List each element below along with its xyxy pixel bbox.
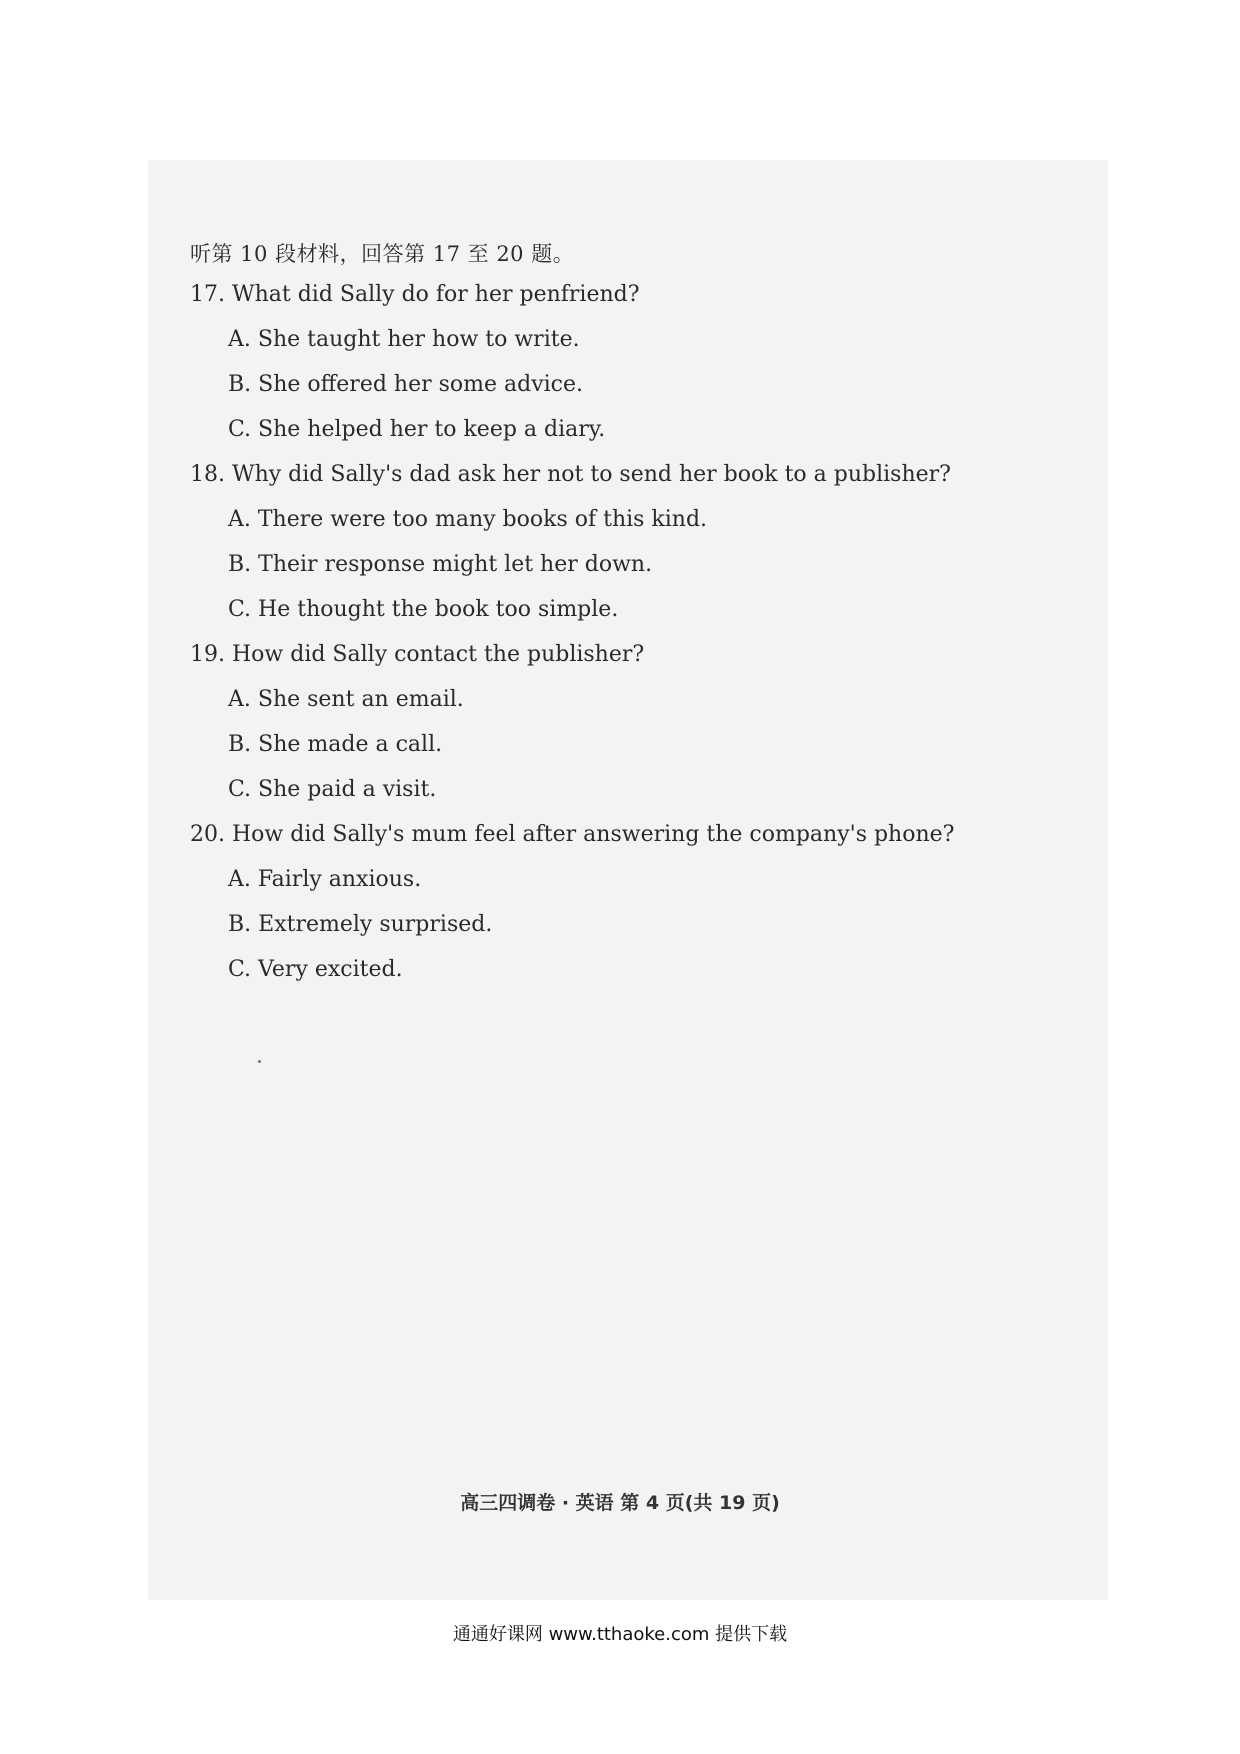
question-18-option-b: B. Their response might let her down. — [228, 552, 653, 577]
question-17-option-c: C. She helped her to keep a diary. — [228, 417, 606, 442]
question-18-option-c: C. He thought the book too simple. — [228, 597, 619, 622]
question-20-option-c: C. Very excited. — [228, 957, 403, 982]
question-19: 19. How did Sally contact the publisher? — [190, 642, 645, 667]
question-20: 20. How did Sally's mum feel after answering the company's phone? — [190, 822, 955, 847]
question-18: 18. Why did Sally's dad ask her not to send her book to a publisher? — [190, 462, 951, 487]
question-17: 17. What did Sally do for her penfriend? — [190, 282, 640, 307]
question-19-option-a: A. She sent an email. — [228, 687, 464, 712]
site-credit: 通通好课网 www.tthaoke.com 提供下载 — [452, 1624, 788, 1645]
scan-speck — [258, 1060, 261, 1063]
question-17-option-b: B. She offered her some advice. — [228, 372, 584, 397]
page-footer: 高三四调卷 · 英语 第 4 页(共 19 页) — [460, 1492, 780, 1514]
question-17-option-a: A. She taught her how to write. — [228, 327, 580, 352]
question-19-option-b: B. She made a call. — [228, 732, 443, 757]
section-heading: 听第 10 段材料，回答第 17 至 20 题。 — [190, 242, 575, 266]
question-18-option-a: A. There were too many books of this kind. — [228, 507, 708, 532]
question-20-option-a: A. Fairly anxious. — [228, 867, 422, 892]
question-20-option-b: B. Extremely surprised. — [228, 912, 493, 937]
question-19-option-c: C. She paid a visit. — [228, 777, 437, 802]
